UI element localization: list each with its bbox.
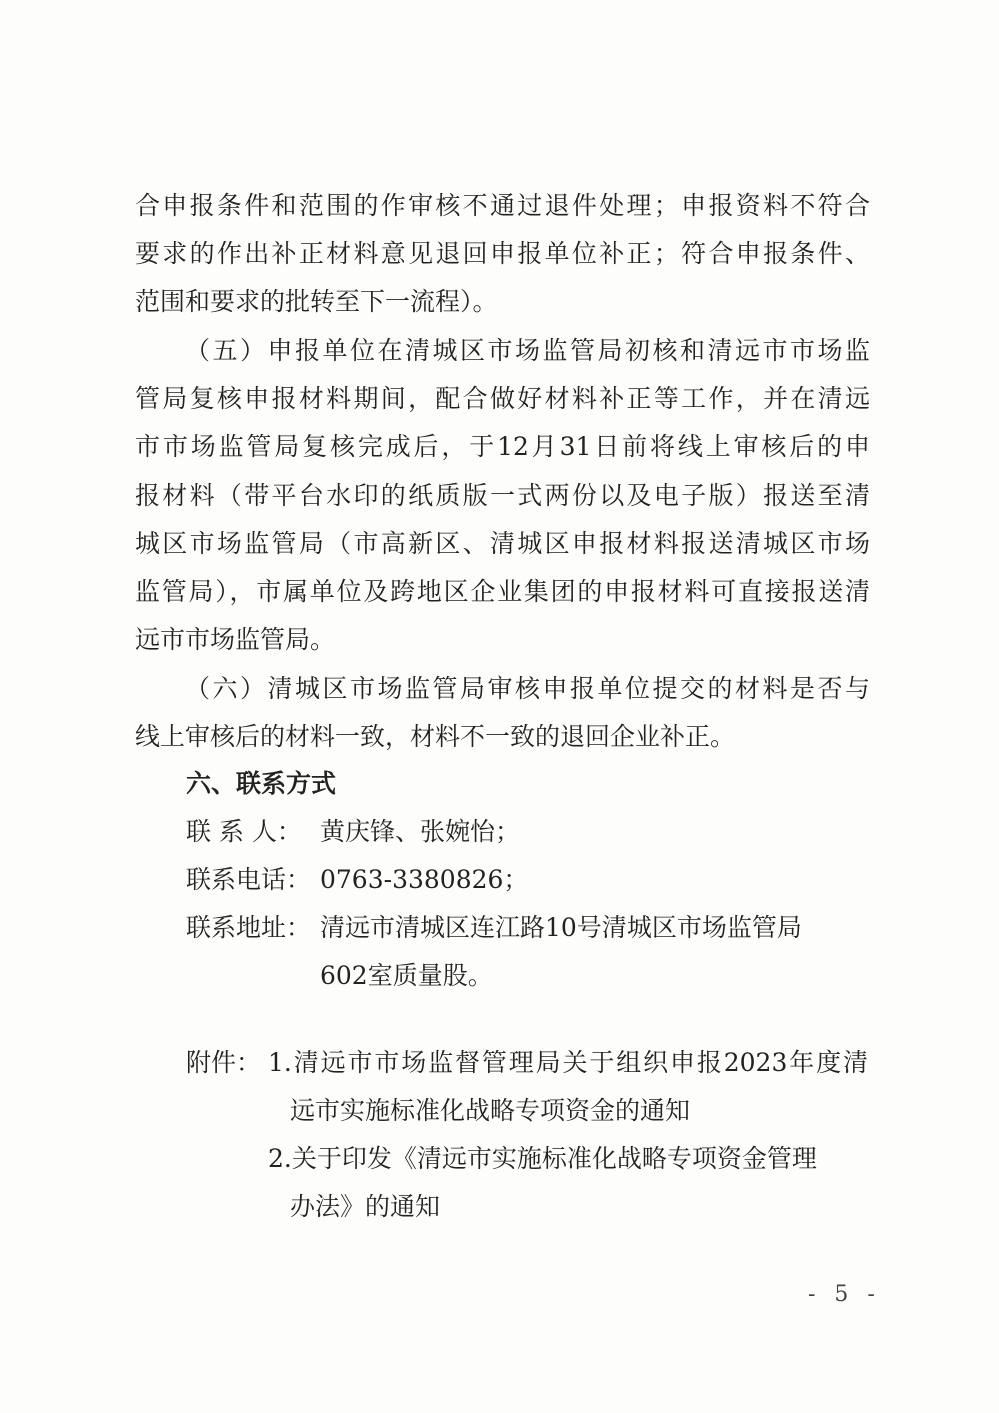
contact-phone-label: 联系电话： <box>186 865 312 894</box>
paragraph-line: 远市市场监管局。 <box>135 625 336 654</box>
paragraph-line: （五）申报单位在清城区市场监管局初核和清远市市场监 <box>185 336 870 365</box>
attachments-label: 附件： <box>186 1048 262 1077</box>
paragraph-line: 范围和要求的批转至下一流程）。 <box>135 287 498 316</box>
paragraph-line: 要求的作出补正材料意见退回申报单位补正；符合申报条件、 <box>135 239 870 268</box>
paragraph-line: 市市场监管局复核完成后，于12月31日前将线上审核后的申 <box>135 432 870 461</box>
section-heading: 六、联系方式 <box>186 769 337 798</box>
contact-address-label: 联系地址： <box>186 913 312 942</box>
paragraph-line: 城区市场监管局（市高新区、清城区申报材料报送清城区市场 <box>135 529 870 558</box>
contact-address-value: 清远市清城区连江路10号清城区市场监管局 <box>320 913 802 942</box>
contact-address-value: 602室质量股。 <box>320 961 493 990</box>
attachment-item: 办法》的通知 <box>290 1192 441 1221</box>
paragraph-line: 管局复核申报材料期间，配合做好材料补正等工作，并在清远 <box>135 384 870 413</box>
page-number: - 5 - <box>808 1282 881 1307</box>
attachment-item: 2.关于印发《清远市实施标准化战略专项资金管理 <box>268 1144 817 1173</box>
attachment-item: 远市实施标准化战略专项资金的通知 <box>290 1096 691 1125</box>
paragraph-line: 监管局），市属单位及跨地区企业集团的申报材料可直接报送清 <box>135 577 870 606</box>
paragraph-line: 合申报条件和范围的作审核不通过退件处理；申报资料不符合 <box>135 191 870 220</box>
attachment-item: 1.清远市市场监督管理局关于组织申报2023年度清 <box>268 1048 868 1077</box>
contact-person-label: 联 系 人： <box>186 817 302 846</box>
contact-phone-value: 0763-3380826； <box>320 865 529 894</box>
paragraph-line: 报材料（带平台水印的纸质版一式两份以及电子版）报送至清 <box>135 481 870 510</box>
contact-person-value: 黄庆锋、张婉怡； <box>320 817 521 846</box>
paragraph-line: 线上审核后的材料一致，材料不一致的退回企业补正。 <box>135 722 736 751</box>
paragraph-line: （六）清城区市场监管局审核申报单位提交的材料是否与 <box>185 674 870 703</box>
